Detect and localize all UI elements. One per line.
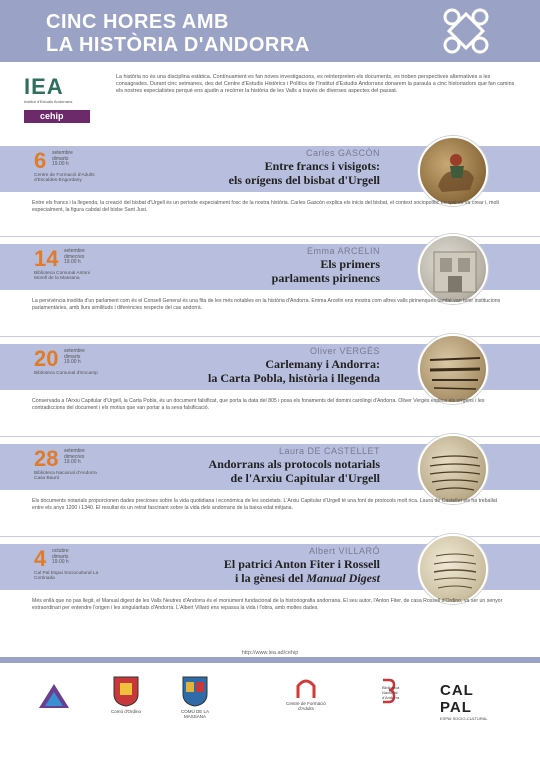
session-image <box>418 534 488 604</box>
session-weekday: dimarts <box>64 353 81 360</box>
iea-logo-mark: IEA <box>24 74 64 99</box>
session-venue: Cal Pal Espai Sociocultural La Cortinada <box>34 571 99 582</box>
intro-text: La història no és una disciplina estàtica. Contínuament es fan noves investigacions, es reinterpreten els documents, es troben perspectives alternatives a les consagrades. Durant cinc setmanes, des del Centre d'Estudis Històrics i Polítics de l'Institut d'Estudis Andorrans donarem la paraula a cinc historiadors que fan camins els nostres especialistes perquè ens ajudin a recórrer la història de les Valls a través de diverses aspectes del passat. <box>116 74 515 95</box>
session-speaker: Laura DE CASTELLET <box>278 446 380 456</box>
footer-url[interactable]: http://www.iea.ad/cehip <box>241 650 299 656</box>
session-image <box>418 136 488 206</box>
session-title-line-2: de l'Arxiu Capitular d'Urgell <box>230 471 380 485</box>
header-banner <box>0 0 540 62</box>
session-3 <box>0 344 540 444</box>
session-time: 19.00 h <box>52 559 69 566</box>
session-title <box>118 457 380 485</box>
cehip-logo: cehip <box>24 110 90 123</box>
andorra-knot-icon <box>440 5 492 57</box>
session-month: setembre <box>64 248 85 254</box>
calpal-title: CAL PAL <box>440 682 474 716</box>
session-day: 4 <box>34 546 47 571</box>
session-weekday: dimecres <box>64 453 85 460</box>
session-month: setembre <box>52 150 73 156</box>
session-venue: Biblioteca Comunal d'Encamp <box>34 371 98 376</box>
session-title <box>118 159 380 187</box>
horseman-illustration-icon <box>420 138 488 206</box>
session-month: setembre <box>64 448 85 454</box>
session-title-line-2 <box>118 571 380 585</box>
session-day: 28 <box>34 446 59 471</box>
partner-logo-massana <box>172 674 218 719</box>
title-line-1: CINC HORES AMB <box>46 11 229 33</box>
session-description: Entre els francs i la llegenda, la creació del bisbat d'Urgell és un període especialment fosc de la nostra història. Carles Gascón explica els inicis del bisbat, el context sociopolític en què es va crear i, molt especialment, la figura cabdal del bisbe Sant Just. <box>32 200 499 213</box>
session-title-line-1: Entre francs i visigots: <box>264 159 380 173</box>
session-time: 19.00 h <box>64 459 81 466</box>
footer-band <box>0 657 540 663</box>
session-weekday: dimarts <box>52 553 69 560</box>
session-description: Més enllà que no pas llegit, el Manual digest de les Valls Neutres d'Andorra és el monument fundacional de la historiografia andorrana. El seu autor, l'Anton Fiter, de casa Rossell d'Ordino, va ser un senyor extraordinari per entendre l'origen i les singularitats d'Andorra. L'Albert Villaró ens repassa la vida i l'obra, amb moltes dades. <box>32 598 503 611</box>
session-speaker: Albert VILLARÓ <box>308 546 380 556</box>
session-title-line-2: la Carta Pobla, història i llegenda <box>208 371 380 385</box>
session-title-line-2b: Manual Digest <box>306 571 380 585</box>
session-title-line-2: els orígens del bisbat d'Urgell <box>228 173 380 187</box>
partner-logo-bna <box>364 678 412 700</box>
session-venue: Biblioteca Comunal Antoni Morell de la Massana <box>34 271 90 282</box>
session-speaker: Oliver VERGÉS <box>309 346 380 356</box>
session-1 <box>0 146 540 246</box>
logo-label: COMÚ DE LA MASSANA <box>180 709 209 719</box>
session-day: 20 <box>34 346 59 371</box>
session-weekday: dimecres <box>64 253 85 260</box>
session-4 <box>0 444 540 544</box>
session-date-meta <box>64 349 85 366</box>
session-title-line-1: Carlemany i Andorra: <box>265 357 380 371</box>
title-line-2: LA HISTÒRIA D'ANDORRA <box>46 34 310 56</box>
session-title-line-2a: i la gènesi del <box>234 571 307 585</box>
logo-label: Comú d'Ordino <box>110 709 142 714</box>
session-description: La pervivència insòlita d'un parlament com és el Consell General és una fita de les més notables en la història d'Andorra. Emma Arcelin ens mostra com altres valls pirinenques també van tenir institucions parlamentàries, amb llurs similituds i diferències respecte del cas andorrà. <box>32 298 501 311</box>
session-time: 19.00 h <box>64 259 81 266</box>
session-speaker: Emma ARCELIN <box>306 246 380 256</box>
page-title <box>46 11 310 57</box>
session-time: 19.00 h <box>52 161 69 168</box>
logo-label: Centre de Formació d'Adults <box>286 701 326 711</box>
notarial-document-icon <box>420 436 488 504</box>
session-title-line-1: Els primers <box>320 257 380 271</box>
session-date-meta <box>64 449 85 466</box>
massana-coat-of-arms-icon <box>180 674 210 708</box>
session-title <box>118 557 380 585</box>
session-date-meta <box>52 549 69 566</box>
partner-logo-ordino <box>104 674 148 714</box>
session-date-meta <box>52 151 73 168</box>
session-title <box>118 357 380 385</box>
logo-label: Biblioteca Nacional d'Andorra <box>382 685 400 700</box>
session-2 <box>0 244 540 344</box>
session-image <box>418 334 488 404</box>
partner-logo-calpal <box>440 682 510 721</box>
cfa-arch-icon <box>294 676 318 700</box>
session-description: Els documents notarials proporcionen dades precioses sobre la vida quotidiana i econòmica de les societats. L'Arxiu Capitular d'Urgell té una font de protocols molt rica. Laura de Castellet els ha treballat entre els anys 1200 i 1340. El resultat és un retrat fascinant sobre la vida dels andorrans de la baixa edat mitjana. <box>32 498 498 511</box>
triangle-emblem-icon <box>37 682 71 712</box>
partner-logo-cfa <box>284 676 328 711</box>
session-weekday: dimarts <box>52 155 69 162</box>
footer-logos <box>0 670 540 750</box>
stone-building-icon <box>420 236 488 304</box>
session-description: Conservada a l'Arxiu Capitular d'Urgell, la Carta Pobla, és un document falsificat, que porta la data del 805 i posa els fonaments del domini carolingi d'Andorra. Oliver Vergés explica els orígens i les contradiccions del document i els motius que van portar a la seva falsificació. <box>32 398 485 411</box>
manual-digest-book-icon <box>420 536 488 604</box>
session-venue: Biblioteca Nacional d'Andorra Casa Bauró <box>34 471 97 482</box>
session-date-meta <box>64 249 85 266</box>
manuscript-icon <box>420 336 488 404</box>
partner-logo-1 <box>36 682 72 713</box>
session-5 <box>0 544 540 648</box>
session-image <box>418 434 488 504</box>
session-month: octubre <box>52 548 69 554</box>
session-speaker: Carles GASCÓN <box>305 148 380 158</box>
ordino-coat-of-arms-icon <box>111 674 141 708</box>
session-title-line-2: parlaments pirinencs <box>271 271 380 285</box>
intro-section <box>0 62 540 142</box>
session-title-line-1: El patrici Anton Fiter i Rossell <box>223 557 380 571</box>
session-venue: Centre de Formació d'Adults d'Escaldes-Engordany <box>34 173 95 184</box>
session-day: 14 <box>34 246 59 271</box>
session-time: 19.00 h <box>64 359 81 366</box>
session-month: setembre <box>64 348 85 354</box>
session-title <box>118 257 380 285</box>
session-image <box>418 234 488 304</box>
calpal-subtitle: ESPAI SOCIO-CULTURAL <box>440 716 488 721</box>
session-day: 6 <box>34 148 47 173</box>
iea-logo-subtitle: Institut d'Estudis Andorrans <box>24 99 73 104</box>
session-title-line-1: Andorrans als protocols notarials <box>208 457 380 471</box>
